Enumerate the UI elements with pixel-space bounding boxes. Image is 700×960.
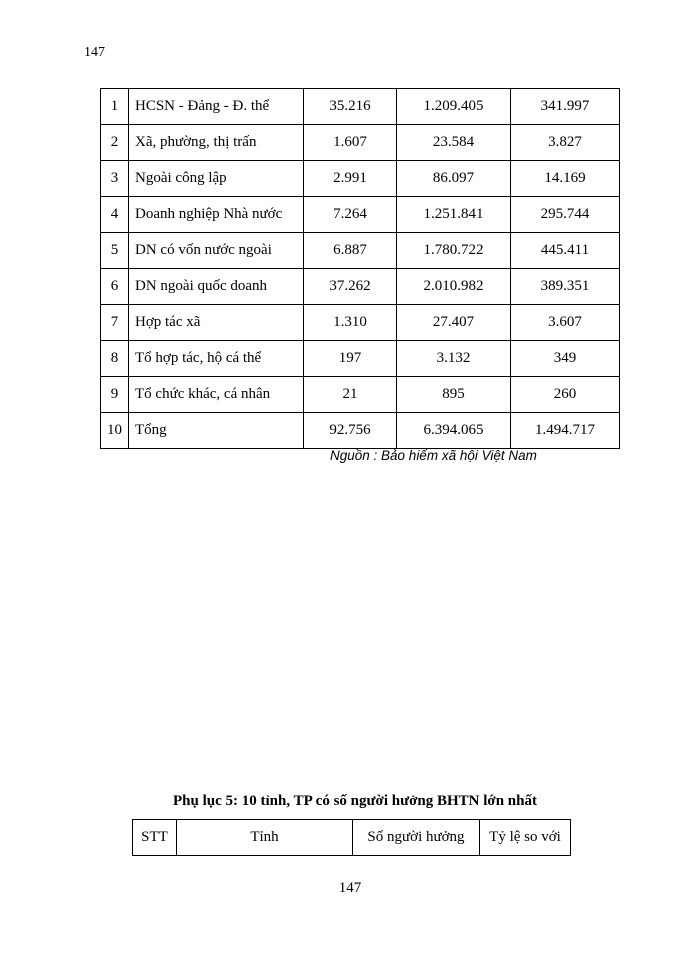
row-value-3: 341.997	[511, 89, 620, 125]
row-value-3: 260	[511, 377, 620, 413]
page-number-bottom: 147	[338, 880, 362, 896]
row-value-1: 21	[304, 377, 397, 413]
row-value-2: 86.097	[397, 161, 511, 197]
table-row	[101, 89, 620, 125]
row-index: 4	[101, 197, 129, 233]
table-row	[101, 233, 620, 269]
row-value-3: 445.411	[511, 233, 620, 269]
row-value-3: 3.607	[511, 305, 620, 341]
row-value-2: 23.584	[397, 125, 511, 161]
row-index: 1	[101, 89, 129, 125]
row-value-1: 6.887	[304, 233, 397, 269]
row-index: 9	[101, 377, 129, 413]
row-index: 6	[101, 269, 129, 305]
table-row	[101, 341, 620, 377]
row-value-2: 895	[397, 377, 511, 413]
row-index: 8	[101, 341, 129, 377]
row-category: Hợp tác xã	[129, 305, 304, 341]
statistics-table	[100, 88, 620, 449]
source-note: Nguồn : Bảo hiểm xã hội Việt Nam	[330, 448, 537, 463]
row-category: DN có vốn nước ngoài	[129, 233, 304, 269]
table-row	[101, 305, 620, 341]
row-value-1: 37.262	[304, 269, 397, 305]
table-row	[101, 197, 620, 233]
row-value-2: 1.780.722	[397, 233, 511, 269]
header-beneficiaries: Số người hưởng	[353, 820, 480, 856]
row-index: 7	[101, 305, 129, 341]
appendix-table-header	[132, 819, 571, 856]
page-number-top: 147	[84, 45, 105, 60]
row-category: Xã, phường, thị trấn	[129, 125, 304, 161]
header-ratio: Tỷ lệ so với	[480, 820, 571, 856]
row-value-2: 1.251.841	[397, 197, 511, 233]
row-category: Tổ hợp tác, hộ cá thể	[129, 341, 304, 377]
row-value-3: 349	[511, 341, 620, 377]
row-category: HCSN - Đảng - Đ. thể	[129, 89, 304, 125]
row-category: Tổ chức khác, cá nhân	[129, 377, 304, 413]
row-category: Tổng	[129, 413, 304, 449]
row-value-1: 92.756	[304, 413, 397, 449]
row-value-3: 14.169	[511, 161, 620, 197]
row-index: 10	[101, 413, 129, 449]
row-category: DN ngoài quốc doanh	[129, 269, 304, 305]
table-row	[101, 269, 620, 305]
row-value-2: 27.407	[397, 305, 511, 341]
header-stt: STT	[133, 820, 177, 856]
row-value-1: 7.264	[304, 197, 397, 233]
table-row	[101, 125, 620, 161]
row-category: Doanh nghiệp Nhà nước	[129, 197, 304, 233]
row-value-2: 2.010.982	[397, 269, 511, 305]
row-value-1: 1.607	[304, 125, 397, 161]
table-row	[101, 161, 620, 197]
header-province: Tỉnh	[177, 820, 353, 856]
row-index: 2	[101, 125, 129, 161]
appendix-header-row	[133, 820, 571, 856]
statistics-table-body	[101, 89, 620, 449]
row-category: Ngoài công lập	[129, 161, 304, 197]
row-value-2: 3.132	[397, 341, 511, 377]
row-value-2: 6.394.065	[397, 413, 511, 449]
row-index: 3	[101, 161, 129, 197]
appendix-title: Phụ lục 5: 10 tỉnh, TP có số người hưởng BHTN lớn nhất	[173, 793, 537, 809]
row-value-3: 3.827	[511, 125, 620, 161]
row-value-3: 389.351	[511, 269, 620, 305]
row-value-1: 1.310	[304, 305, 397, 341]
row-value-1: 35.216	[304, 89, 397, 125]
row-value-1: 197	[304, 341, 397, 377]
row-value-3: 1.494.717	[511, 413, 620, 449]
table-row	[101, 413, 620, 449]
row-index: 5	[101, 233, 129, 269]
row-value-1: 2.991	[304, 161, 397, 197]
row-value-3: 295.744	[511, 197, 620, 233]
table-row	[101, 377, 620, 413]
row-value-2: 1.209.405	[397, 89, 511, 125]
